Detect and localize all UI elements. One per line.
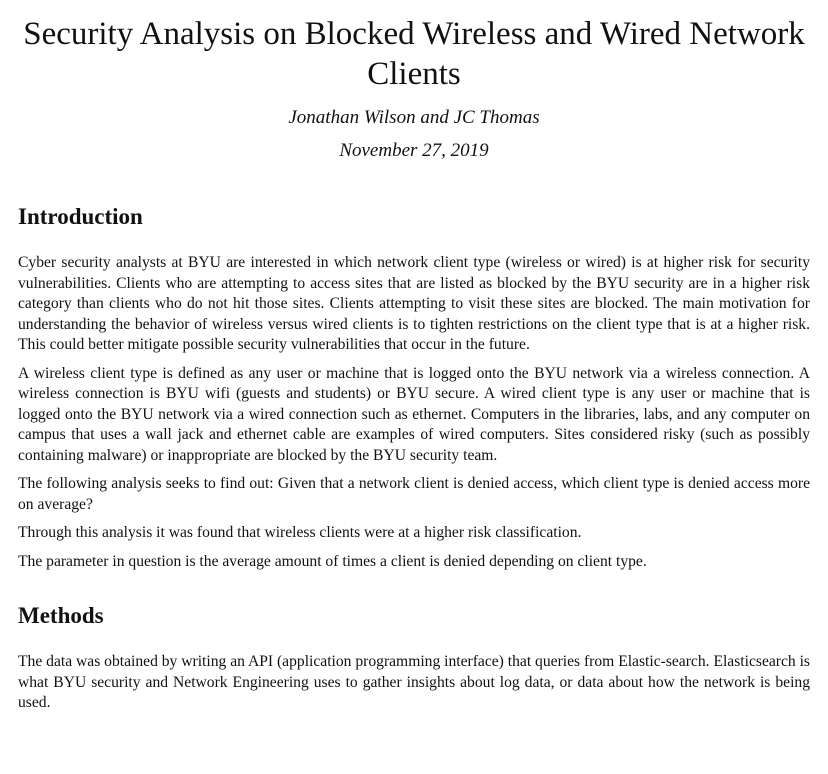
methods-paragraph-1: The data was obtained by writing an API (application programming interface) that queries from Elastic-search. Elasticsearch is what BYU security and Network Engineering uses to gather insights about log data, or data about how the network is being used. <box>18 653 810 711</box>
intro-paragraph-1: Cyber security analysts at BYU are interested in which network client type (wireless or wired) is at higher risk for security vulnerabilities. Clients who are attempting to access sites that are listed as blocked by the BYU security are in a higher risk category than clients who do not hit those sites. Clients attempting to visit these sites are blocked. The main motivation for understanding the behavior of wireless versus wired clients is to tighten restrictions on the client type that is at a higher risk. This could better mitigate possible security vulnerabilities that occur in the future. <box>18 254 810 353</box>
intro-paragraph-4: Through this analysis it was found that wireless clients were at a higher risk classification. <box>18 524 582 541</box>
intro-paragraph-2: A wireless client type is defined as any user or machine that is logged onto the BYU network via a wireless connection. A wireless connection is BYU wifi (guests and students) or BYU secure. A wired client type is any user or machine that is logged onto the BYU network via a wired connection such as ethernet. Computers in the libraries, labs, and any computer on campus that uses a wall jack and ethernet cable are examples of wired computers. Sites considered risky (such as possibly containing malware) or inappropriate are blocked by the BYU security team. <box>18 364 810 464</box>
section-heading-introduction: Introduction <box>18 204 143 229</box>
paper-authors: Jonathan Wilson and JC Thomas <box>288 107 540 128</box>
intro-paragraph-5: The parameter in question is the average amount of times a client is denied depending on client type. <box>18 552 647 570</box>
intro-paragraph-3: The following analysis seeks to find out: Given that a network client is denied access, which client type is denied access more on average? <box>18 475 810 513</box>
paper-title: Security Analysis on Blocked Wireless and Wired Network Clients <box>23 16 805 92</box>
section-heading-methods: Methods <box>18 603 104 628</box>
paper-date: November 27, 2019 <box>339 140 489 161</box>
